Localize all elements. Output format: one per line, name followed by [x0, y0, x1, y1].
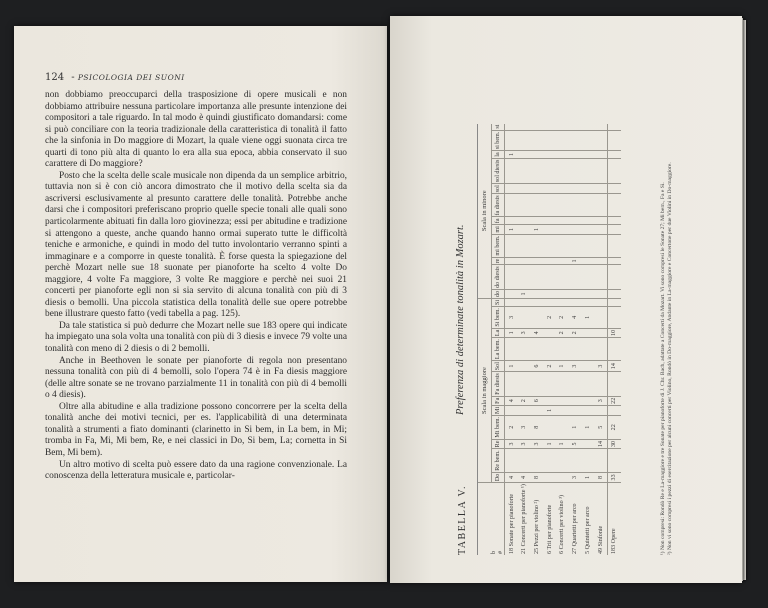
table-cell	[505, 405, 518, 415]
table-cell: 1	[505, 151, 518, 158]
table-cell	[543, 298, 556, 306]
table-cell: 8	[594, 472, 607, 482]
table-cell: 2	[518, 396, 531, 405]
row-label: 6 Concerti per violino ³)	[559, 494, 566, 554]
column-header: La bem.	[491, 338, 505, 361]
table-cell: 8	[531, 415, 544, 439]
page-number: 124	[45, 72, 65, 83]
flat-sign: b	[491, 551, 498, 554]
table-cell	[594, 372, 607, 397]
table-cell	[582, 225, 595, 234]
table-cell	[531, 338, 544, 361]
column-header: sol	[491, 184, 505, 194]
table-cell	[582, 328, 595, 337]
row-label: 18 Sonate per pianoforte	[505, 483, 518, 555]
table-cell: 22	[607, 396, 620, 405]
table-cell	[569, 405, 582, 415]
table-cell: 14	[594, 439, 607, 449]
table-cell	[556, 472, 569, 482]
table-cell	[556, 225, 569, 234]
table-cell	[531, 265, 544, 290]
column-header: Si	[491, 298, 505, 306]
table-cell	[556, 151, 569, 158]
table-cell	[569, 151, 582, 158]
table-cell	[505, 298, 518, 306]
table-cell: 1	[531, 225, 544, 234]
column-header: re	[491, 257, 505, 265]
table-cell	[556, 298, 569, 306]
table-cell	[569, 372, 582, 397]
table-row	[505, 124, 518, 555]
table-cell	[582, 396, 595, 405]
table-cell	[505, 289, 518, 298]
column-header: do diesis	[491, 265, 505, 290]
table-cell	[607, 257, 620, 265]
table-cell	[543, 289, 556, 298]
table-cell	[556, 234, 569, 257]
table-cell: 3	[518, 415, 531, 439]
table-cell: 2	[543, 361, 556, 372]
header-separator: -	[71, 72, 75, 83]
table-cell	[518, 151, 531, 158]
table-cell	[505, 338, 518, 361]
running-title: PSICOLOGIA DEI SUONI	[77, 73, 185, 82]
table-cell	[582, 361, 595, 372]
paragraph: Da tale statistica si può dedurre che Mozart nelle sue 183 opere qui indicate ha impiegato una sola volta una tonalità con più di 3 diesis e invece 79 volte una tonalità con meno di 2 diesis o di 2 bemolli.	[45, 320, 348, 355]
table-cell	[518, 298, 531, 306]
paragraph: Un altro motivo di scelta può essere dato da una ragione convenzionale. La conoscenza della letteratura musicale e, particolar-	[45, 459, 347, 482]
running-header	[45, 72, 185, 83]
table-cell	[556, 194, 569, 217]
table-cell	[607, 405, 620, 415]
column-header: sol diesis	[491, 158, 505, 184]
column-header: Sol	[491, 361, 505, 372]
rotated-table-block	[457, 31, 742, 555]
column-header: Fa diesis	[491, 372, 505, 397]
table-cell: 2	[543, 307, 556, 329]
table-cell	[582, 184, 595, 194]
table-cell	[582, 124, 595, 131]
table-cell	[582, 158, 595, 184]
table-cell	[594, 289, 607, 298]
key-preference-table	[477, 124, 621, 555]
table-cell	[569, 124, 582, 131]
table-cell	[531, 257, 544, 265]
table-cell	[518, 257, 531, 265]
table-cell	[543, 372, 556, 397]
table-cell	[505, 124, 518, 131]
column-header: do	[491, 289, 505, 298]
table-cell: 33	[607, 472, 620, 482]
table-cell	[531, 124, 544, 131]
table-cell: 3	[505, 439, 518, 449]
table-cell	[531, 217, 544, 225]
table-cell: 4	[569, 307, 582, 329]
table-cell	[556, 415, 569, 439]
paragraph: Posto che la scelta delle scale musicale non dipenda da un semplice arbitrio, tuttavia non si è con ciò ancora dimostrato che il motivo della scelta sia da ascriversi esclusivamente al presunto carattere delle tonalità. Potrebbe anche darsi che i compositori preferiscano proprio quelle specie tonali alle quali sono particolarmente abituati fin dalla loro giovinezza; essi per abitudine e tradizione si attengono a queste, anche quando hanno ormai superato tutte le difficoltà teniche e armoniche, e quindi in modo del tutto involontario verranno spinti a immaginare e a comporre in queste tonalità. È forse questa la spiegazione del perchè Mozart nelle sue 18 suonate per pianoforte ha scelto 4 volte Do maggiore, 4 volte Fa maggiore, 3 volte Re maggiore e perchè nei suoi 21 concerti per pianoforte egli non si sia servito di alcuna tonalità con più di 3 diesis o bemolli. Una piccola statistica della tonalità delle sue opere potrebbe bene illustrare questo fatto (vedi tabella a pag. 125).	[45, 170, 347, 320]
column-header: fa	[491, 217, 505, 225]
table-cell	[518, 130, 531, 151]
column-header: Re	[491, 439, 505, 449]
column-header: si	[491, 124, 505, 131]
table-cell	[531, 130, 544, 151]
table-cell	[518, 265, 531, 290]
table-cell	[594, 158, 607, 184]
table-cell	[569, 158, 582, 184]
column-header: Do	[491, 472, 505, 482]
table-row	[607, 124, 620, 555]
table-cell	[594, 328, 607, 337]
table-cell	[582, 257, 595, 265]
table-cell	[582, 151, 595, 158]
table-cell: 2	[569, 328, 582, 337]
table-cell	[607, 217, 620, 225]
table-cell	[607, 158, 620, 184]
table-cell	[543, 217, 556, 225]
table-row	[582, 124, 595, 555]
table-cell	[531, 151, 544, 158]
table-cell	[543, 338, 556, 361]
table-cell	[543, 124, 556, 131]
table-cell	[594, 124, 607, 131]
row-label: 183 Opere	[607, 483, 620, 555]
table-cell: 6	[531, 361, 544, 372]
column-header: Si bem.	[491, 307, 505, 329]
column-header: la	[491, 151, 505, 158]
table-cell	[607, 225, 620, 234]
table-cell	[582, 289, 595, 298]
table-cell: 3	[518, 439, 531, 449]
table-cell	[518, 307, 531, 329]
table-cell	[582, 372, 595, 397]
column-header: Re bem.	[491, 449, 505, 472]
table-cell	[543, 225, 556, 234]
table-cell	[582, 405, 595, 415]
column-header: mi	[491, 225, 505, 234]
table-corner	[478, 483, 492, 555]
table-cell: 5	[569, 439, 582, 449]
table-cell: 1	[582, 415, 595, 439]
table-cell: 1	[543, 405, 556, 415]
table-cell	[531, 158, 544, 184]
column-header-row	[491, 124, 505, 555]
table-cell: 4	[518, 472, 531, 482]
table-cell	[531, 194, 544, 217]
table-cell	[505, 184, 518, 194]
footnote: ¹) Non compresi: Rondò Re e La-maggiore e tre Sonate per pianoforte di J. Chr. Bach, adattate a Concerti da Mozart. Vi sono compresi le Sonate 27; Mi bem., Fa e Si.	[660, 182, 666, 555]
footnote: ²) Non vi sono compresi i pezzi di esercitazione per alcuni concerti per Violino, Rondò in Do-maggiore, Andante in La-maggiore e Concertone per due Violini in Do-maggiore.	[667, 162, 674, 555]
table-cell	[594, 184, 607, 194]
table-cell	[556, 405, 569, 415]
table-cell	[569, 184, 582, 194]
table-cell	[607, 130, 620, 151]
table-cell	[531, 289, 544, 298]
group-minor-header: Scala in minore	[478, 124, 492, 299]
table-cell	[569, 234, 582, 257]
table-cell	[531, 298, 544, 306]
table-cell	[594, 217, 607, 225]
table-cell: 8	[531, 472, 544, 482]
table-cell: 5	[594, 415, 607, 439]
table-body	[505, 124, 621, 555]
table-row	[556, 124, 569, 555]
table-cell	[569, 338, 582, 361]
column-header: mi bem.	[491, 234, 505, 257]
table-cell	[594, 265, 607, 290]
table-cell: 1	[543, 439, 556, 449]
table-cell	[607, 234, 620, 257]
table-cell: 1	[556, 439, 569, 449]
table-cell	[556, 257, 569, 265]
table-cell	[531, 307, 544, 329]
paragraph: non dobbiamo preoccuparci della trasposizione di opere musicali e non dobbiamo attribuire nessuna particolare importanza alle presunte intenzione dei compositori a tale riguardo. In tal modo è quindi giustificato domandarsi: come si può conciliare con la teoria tradizionale della caratteristica di tonalità il fatto che la sinfonia in Do maggiore di Mozart, la quale viene oggi suonata circa tre quarti di tono più alta di quanto lo era alla sua epoca, abbia conservato il suo carattere di Do maggiore?	[45, 90, 347, 170]
column-header: si bem.	[491, 130, 505, 151]
table-cell	[569, 265, 582, 290]
table-cell	[556, 265, 569, 290]
table-cell	[518, 217, 531, 225]
table-cell	[543, 415, 556, 439]
row-label: 25 Pezzi per violino ²)	[534, 499, 541, 554]
table-cell	[518, 194, 531, 217]
table-cell	[531, 372, 544, 397]
paragraph: Anche in Beethoven le sonate per pianoforte di regola non presentano nessuna tonalità con più di 4 bemolli, solo l'opera 74 è in Fa diesis maggiore (delle altre sonate se ne trovano parzialmente 11 in tonalità con più di 4 bemolli o 4 diesis).	[45, 355, 347, 401]
table-cell	[582, 194, 595, 217]
table-cell: 10	[607, 328, 620, 337]
table-cell	[594, 405, 607, 415]
table-cell	[556, 396, 569, 405]
table-cell	[518, 184, 531, 194]
table-cell	[582, 234, 595, 257]
table-cell: 22	[607, 415, 620, 439]
table-cell	[607, 265, 620, 290]
table-cell	[582, 439, 595, 449]
table-cell	[543, 472, 556, 482]
table-cell	[531, 405, 544, 415]
table-cell	[518, 234, 531, 257]
table-cell	[505, 217, 518, 225]
sharp-sign: #	[497, 551, 504, 554]
table-cell: 3	[531, 439, 544, 449]
table-cell: 3	[594, 361, 607, 372]
table-cell	[594, 298, 607, 306]
table-cell: 1	[582, 472, 595, 482]
column-header: fa diesis	[491, 194, 505, 217]
table-cell	[607, 372, 620, 397]
table-cell	[594, 225, 607, 234]
row-label: 27 Quartetti per arco	[572, 503, 579, 554]
table-cell	[505, 130, 518, 151]
table-cell	[582, 298, 595, 306]
table-cell	[543, 194, 556, 217]
table-cell	[607, 449, 620, 472]
table-cell: 1	[569, 415, 582, 439]
table-row	[531, 124, 544, 555]
paragraph: Oltre alla abitudine e alla tradizione possono concorrere per la scelta della tonalità anche dei motivi tecnici, per es. l'applicabilità di una determinata tonalità a strumenti a fiato dominanti (clarinetto in Si bem, in La bem, in Mi; tromba in Fa, Mi, Mi bem, Re, e nei classici in Do, Si bem, La; cornetta in Si Bem, Mi bem).	[45, 401, 347, 458]
table-cell	[518, 158, 531, 184]
table-cell	[582, 217, 595, 225]
table-cell: 3	[518, 328, 531, 337]
table-cell	[582, 449, 595, 472]
table-cell: 3	[594, 396, 607, 405]
table-cell: 6	[531, 396, 544, 405]
table-row	[569, 124, 582, 555]
table-cell	[543, 265, 556, 290]
table-cell	[607, 338, 620, 361]
table-cell	[505, 265, 518, 290]
table-cell	[607, 124, 620, 131]
table-cell	[556, 338, 569, 361]
table-cell	[518, 124, 531, 131]
column-header: La	[491, 328, 505, 337]
table-cell	[607, 184, 620, 194]
table-cell	[556, 289, 569, 298]
table-cell	[594, 130, 607, 151]
table-cell: 2	[505, 415, 518, 439]
table-cell: 3	[569, 361, 582, 372]
table-cell	[505, 449, 518, 472]
body-text	[45, 90, 347, 483]
table-cell	[505, 234, 518, 257]
table-row	[543, 124, 556, 555]
table-cell	[556, 217, 569, 225]
table-cell	[543, 234, 556, 257]
table-cell	[556, 130, 569, 151]
table-cell: 1	[505, 225, 518, 234]
table-cell	[582, 338, 595, 361]
table-label: TABELLA V.	[457, 485, 468, 555]
table-cell	[594, 307, 607, 329]
table-cell	[531, 449, 544, 472]
table-cell: 3	[505, 307, 518, 329]
table-cell	[505, 158, 518, 184]
table-cell	[556, 124, 569, 131]
column-header: Mi	[491, 405, 505, 415]
table-cell	[543, 396, 556, 405]
table-cell	[569, 225, 582, 234]
table-cell	[543, 158, 556, 184]
table-cell: 4	[505, 472, 518, 482]
table-cell	[569, 396, 582, 405]
table-cell: 4	[531, 328, 544, 337]
table-cell: 1	[556, 361, 569, 372]
table-cell	[594, 194, 607, 217]
table-cell	[505, 194, 518, 217]
group-major-header: Scala in maggiore	[478, 298, 492, 482]
table-cell: 14	[607, 361, 620, 372]
table-cell	[556, 372, 569, 397]
table-cell	[543, 257, 556, 265]
table-cell	[569, 194, 582, 217]
table-cell	[594, 338, 607, 361]
table-row	[594, 124, 607, 555]
table-cell	[543, 130, 556, 151]
table-cell	[543, 184, 556, 194]
table-cell	[582, 265, 595, 290]
table-cell	[518, 405, 531, 415]
table-cell	[569, 289, 582, 298]
table-cell	[569, 217, 582, 225]
row-label: 6 Trii per pianoforte	[546, 504, 553, 554]
table-cell: 1	[505, 328, 518, 337]
table-cell	[518, 372, 531, 397]
table-cell	[607, 307, 620, 329]
table-cell	[518, 225, 531, 234]
table-cell	[556, 449, 569, 472]
table-cell	[531, 234, 544, 257]
row-label: 21 Concerti per pianoforte ¹)	[521, 484, 528, 554]
table-cell	[607, 151, 620, 158]
row-label: 49 Sinfonie	[597, 525, 604, 554]
table-title: Preferenza di determinate tonalità in Mozart.	[455, 224, 466, 415]
table-cell	[607, 194, 620, 217]
table-cell	[543, 151, 556, 158]
table-cell	[543, 449, 556, 472]
table-cell	[594, 151, 607, 158]
table-cell	[569, 130, 582, 151]
table-cell	[518, 361, 531, 372]
table-cell	[569, 298, 582, 306]
table-cell	[505, 257, 518, 265]
row-label: 5 Quintetti per arco	[584, 506, 591, 554]
table-cell: 2	[556, 307, 569, 329]
table-cell	[531, 184, 544, 194]
table-cell	[543, 328, 556, 337]
table-cell: 3	[569, 472, 582, 482]
table-cell: 1	[505, 361, 518, 372]
table-cell	[582, 130, 595, 151]
table-cell	[607, 289, 620, 298]
table-cell: 2	[556, 328, 569, 337]
table-row	[518, 124, 531, 555]
table-cell: 4	[505, 396, 518, 405]
key-signature-header	[491, 483, 505, 555]
table-cell	[518, 338, 531, 361]
table-footnotes	[660, 35, 674, 555]
table-cell	[607, 298, 620, 306]
table-cell	[556, 158, 569, 184]
table-cell	[594, 257, 607, 265]
table-cell	[518, 449, 531, 472]
column-header: Mi bem.	[491, 415, 505, 439]
table-cell: 30	[607, 439, 620, 449]
table-cell	[594, 449, 607, 472]
column-header: Fa	[491, 396, 505, 405]
table-cell: 1	[582, 307, 595, 329]
table-cell	[594, 234, 607, 257]
table-cell	[569, 449, 582, 472]
table-cell: 1	[518, 289, 531, 298]
table-cell	[505, 372, 518, 397]
table-cell	[556, 184, 569, 194]
table-cell: 1	[569, 257, 582, 265]
